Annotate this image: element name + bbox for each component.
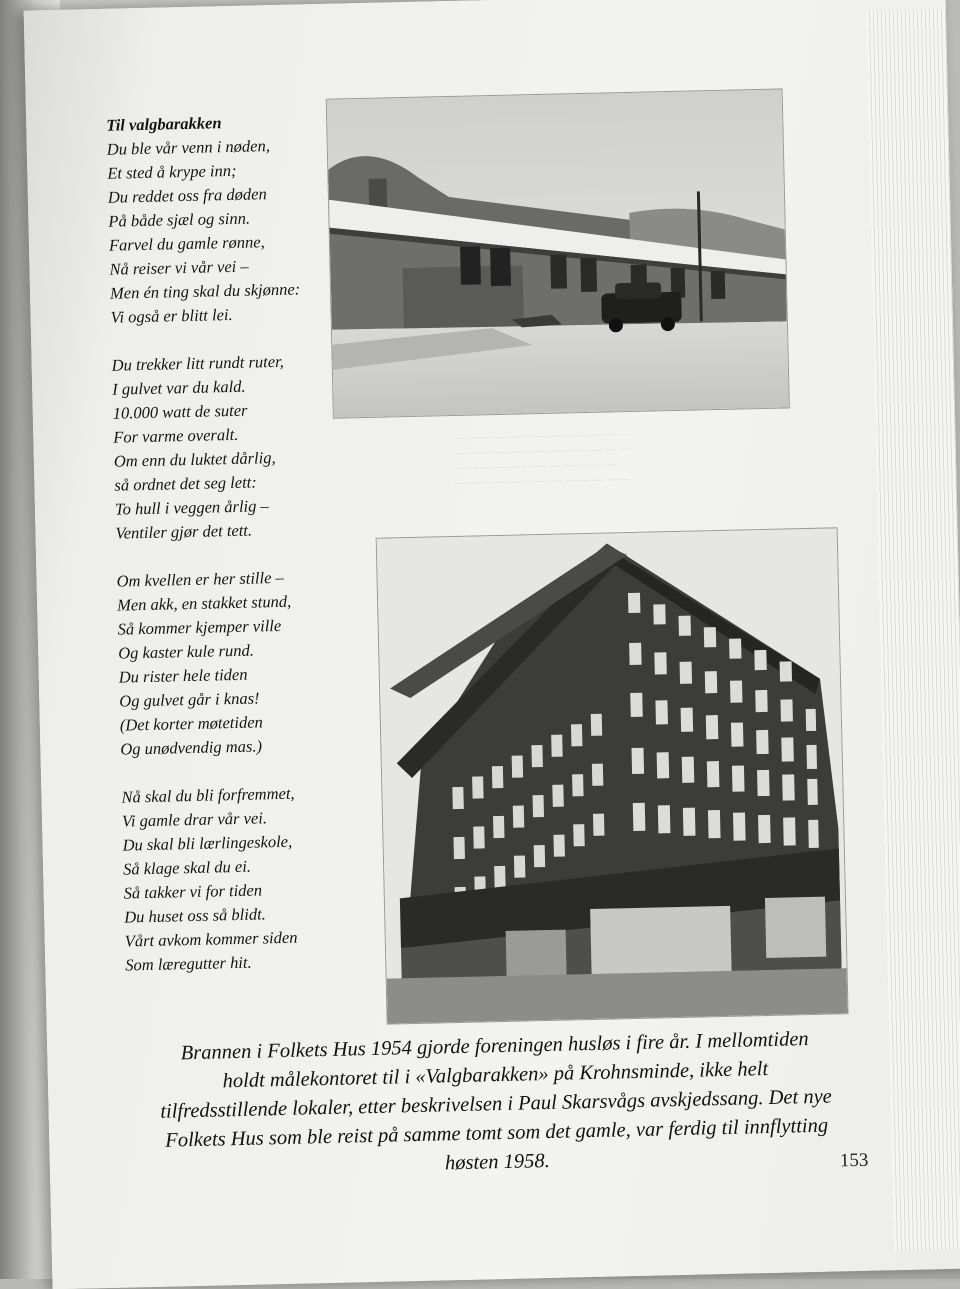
poem-line: Og kaster kule rund. xyxy=(117,640,255,663)
caption-line: holdt målekontoret til i «Valgbarakken» på Krohnsminde, ikke helt xyxy=(222,1058,769,1093)
poem-line: To hull i veggen årlig – xyxy=(114,496,269,519)
barracks-photo xyxy=(326,88,790,418)
poem-line: Du reddet oss fra døden xyxy=(107,184,267,207)
caption-line: tilfredsstillende lokaler, etter beskrivelsen i Paul Skarsvågs avskjedssang. Det nye xyxy=(160,1085,833,1123)
poem-line: Så kommer kjemper ville xyxy=(117,615,282,639)
barracks-photo-image xyxy=(327,89,789,417)
page-stack-edge xyxy=(866,10,960,1251)
caption-line: Folkets Hus som ble reist på samme tomt som det gamle, var ferdig til innflytting xyxy=(165,1114,829,1152)
poem-line: Vi gamle drar vår vei. xyxy=(121,808,268,831)
poem-line: (Det korter møtetiden xyxy=(119,712,263,735)
poem-line: Farvel du gamle rønne, xyxy=(108,232,265,255)
poem-line: Om kvellen er her stille – xyxy=(116,567,285,591)
poem xyxy=(106,108,366,1001)
poem-line: For varme overalt. xyxy=(113,424,239,447)
poem-line: Så klage skal du ei. xyxy=(122,856,252,879)
poem-line: Du rister hele tiden xyxy=(118,664,248,687)
poem-line: Og gulvet går i knas! xyxy=(119,688,260,711)
poem-title: Til valgbarakken xyxy=(106,113,222,135)
poem-line: Du ble vår venn i nøden, xyxy=(106,136,271,159)
poem-line: 10.000 watt de suter xyxy=(112,400,248,423)
show-through-text: — — — — — — — — — — — — — — — — — — — — — — — — — — — — — — — — — — — — — — — — — — — — — — — — — — — xyxy=(453,427,631,489)
poem-line: Vårt avkom kommer siden xyxy=(124,927,298,951)
poem-line: Om enn du luktet dårlig, xyxy=(113,448,276,471)
poem-line: Et sted å krype inn; xyxy=(107,160,237,183)
caption-line: Brannen i Folkets Hus 1954 gjorde foreningen husløs i fire år. I mellomtiden xyxy=(180,1028,809,1065)
caption-line: høsten 1958. xyxy=(444,1149,550,1175)
poem-line: Nå reiser vi vår vei – xyxy=(109,256,249,279)
poem-stanza xyxy=(107,132,351,329)
poem-line: Du skal bli lærlingeskole, xyxy=(122,831,293,855)
poem-line: Vi også er blitt lei. xyxy=(110,304,233,327)
poem-line: I gulvet var du kald. xyxy=(112,376,246,399)
page-number: 153 xyxy=(839,1149,869,1172)
poem-line: Nå skal du bli forfremmet, xyxy=(121,783,295,807)
poem-line: Og unødvendig mas.) xyxy=(120,736,263,759)
folkets-hus-photo-image xyxy=(377,528,848,1023)
book-page xyxy=(24,0,960,1289)
poem-stanza xyxy=(116,564,360,761)
poem-line: Som læregutter hit. xyxy=(125,952,252,975)
folkets-hus-photo xyxy=(376,527,849,1024)
poem-line: Men akk, en stakket stund, xyxy=(116,591,292,615)
poem-line: Men én ting skal du skjønne: xyxy=(109,279,301,303)
poem-line: På både sjæl og sinn. xyxy=(108,208,251,231)
poem-line: Så takker vi for tiden xyxy=(123,880,263,903)
photo-caption xyxy=(122,1024,870,1186)
poem-line: Du trekker litt rundt ruter, xyxy=(111,351,285,375)
poem-line: Du huset oss så blidt. xyxy=(123,904,267,927)
poem-line: så ordnet det seg lett: xyxy=(114,472,257,495)
poem-stanza xyxy=(121,780,365,977)
poem-stanza xyxy=(111,348,355,545)
poem-line: Ventiler gjør det tett. xyxy=(115,520,253,543)
